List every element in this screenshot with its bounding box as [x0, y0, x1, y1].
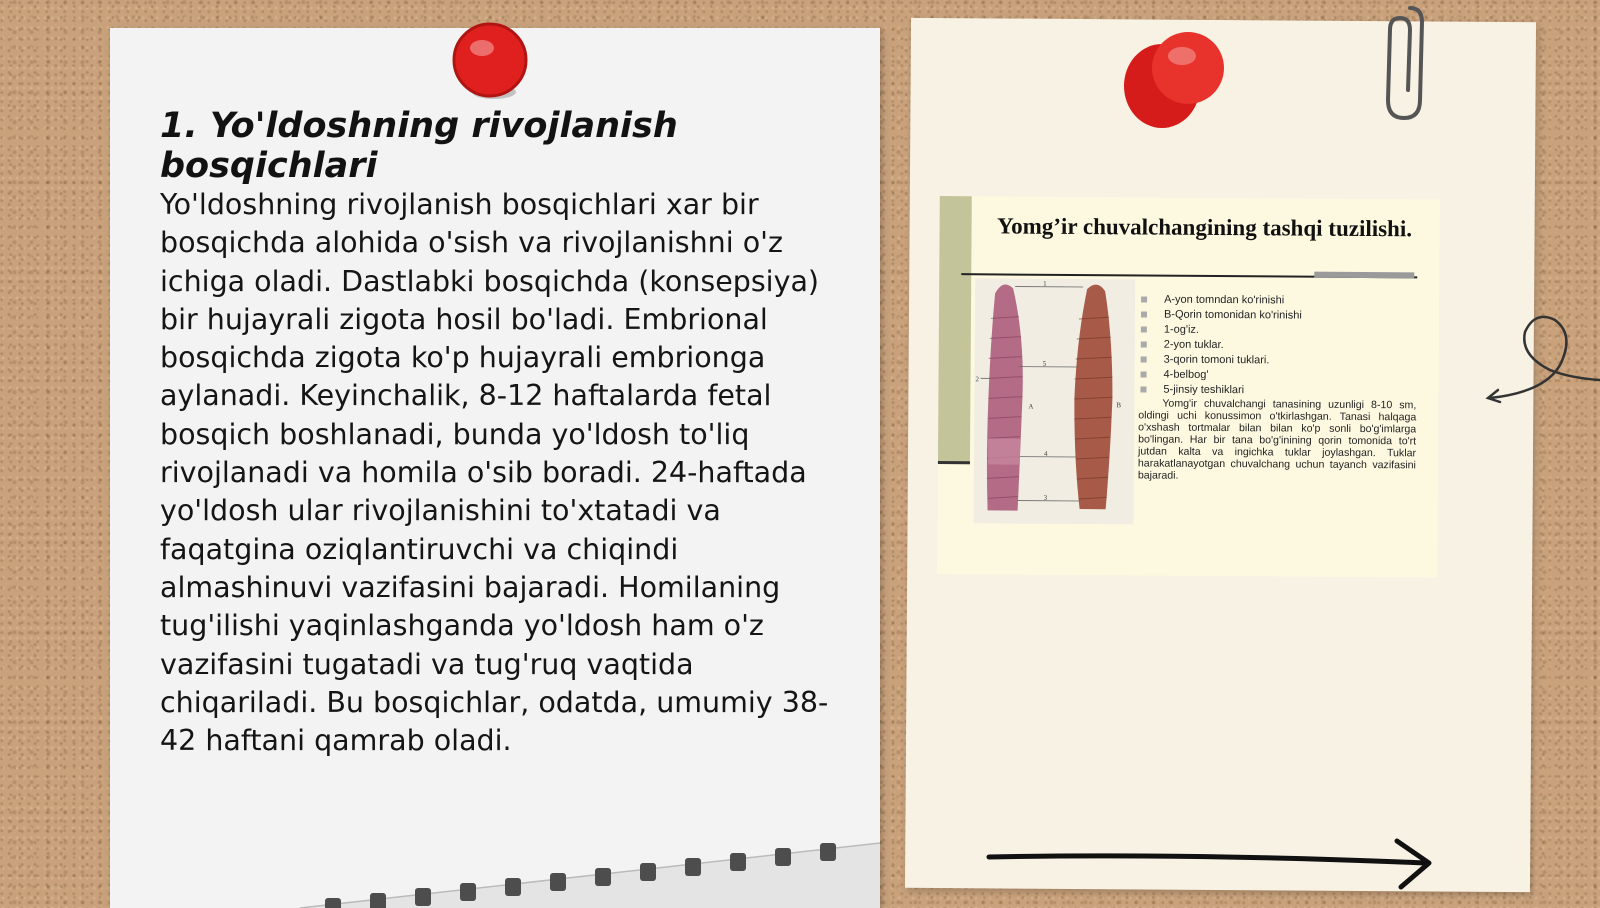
embedded-slide — [937, 196, 1440, 577]
note-title: 1. Yo'ldoshning rivojlanish bosqichlari — [160, 106, 850, 186]
pushpin-icon — [452, 22, 532, 102]
torn-spiral-edge — [110, 798, 880, 908]
scribble-loop-icon — [1480, 310, 1600, 410]
legend-item-label: A-yon tomndan ko'rinishi — [1164, 294, 1284, 307]
bullet-icon — [1141, 371, 1147, 377]
bullet-icon — [1141, 356, 1147, 362]
figure-label-b: B — [1116, 401, 1121, 409]
legend-item-label: 5-jinsiy teshiklari — [1163, 384, 1244, 397]
slide-title: Yomg’ir chuvalchangining tashqi tuzilishi. — [979, 210, 1429, 244]
legend-item-label: 2-yon tuklar. — [1164, 339, 1224, 351]
left-note-paper — [110, 28, 880, 908]
legend-item-label: B-Qorin tomonidan ko'rinishi — [1164, 309, 1302, 322]
bullet-icon — [1141, 296, 1147, 302]
figure-legend — [1138, 292, 1417, 399]
paperclip-icon — [1380, 0, 1430, 125]
right-note-paper — [905, 18, 1536, 892]
figure-label-3: 3 — [1044, 494, 1048, 502]
bullet-icon — [1141, 341, 1147, 347]
slide-divider-accent — [1314, 272, 1414, 279]
slide-accent-bar — [938, 196, 972, 464]
slide-description: Yomg'ir chuvalchangi tanasining uzunligi 8-10 sm, oldingi uchi konussimon o'tkirlashgan. Tanasi halqaga o'xshash tortmalar bilan bilan ko'p sonli bo'g'imlarga bo'lingan. Har bir tana bo'g'inining qorin tomonida to'rt jutdan kalta va ingichka tuklar joylashgan. Tuklar harakatlanayotgan chuvalchang uchun tayanch vazifasini bajaradi. — [1138, 397, 1417, 483]
legend-item-label: 4-belbog' — [1164, 369, 1209, 381]
bullet-icon — [1141, 326, 1147, 332]
figure-label-2: 2 — [975, 375, 979, 383]
legend-item-label: 3-qorin tomoni tuklari. — [1164, 354, 1270, 367]
figure-label-5: 5 — [1043, 360, 1047, 368]
figure-label-4: 4 — [1044, 450, 1048, 458]
arrow-right-icon — [985, 835, 1445, 895]
figure-label-a: A — [1028, 403, 1033, 411]
earthworm-illustration — [974, 278, 1136, 524]
legend-item-label: 1-og'iz. — [1164, 324, 1199, 336]
bullet-icon — [1141, 311, 1147, 317]
pushpin-icon — [1122, 30, 1232, 135]
bullet-icon — [1140, 386, 1146, 392]
note-body: Yo'ldoshning rivojlanish bosqichlari xar bir bosqichda alohida o'sish va rivojlanishni o'z ichiga oladi. Dastlabki bosqichda (konsepsiya) bir hujayrali zigota hosil bo'ladi. Embrional bosqichda zigota ko'p hujayrali embrionga aylanadi. Keyinchalik, 8-12 haftalarda fetal bosqich boshlanadi, bunda yo'ldosh to'liq rivojlanadi va homila o'sib boradi. 24-haftada yo'ldosh ular rivojlanishini to'xtatadi va faqatgina oziqlantiruvchi va chiqindi almashinuvi vazifasini bajaradi. Homilaning tug'ilishi yaqinlashganda yo'ldosh ham o'z vazifasini tugatadi va tug'ruq vaqtida chiqariladi. Bu bosqichlar, odatda, umumiy 38-42 haftani qamrab oladi. — [160, 186, 850, 760]
figure-label-1: 1 — [1043, 280, 1047, 288]
